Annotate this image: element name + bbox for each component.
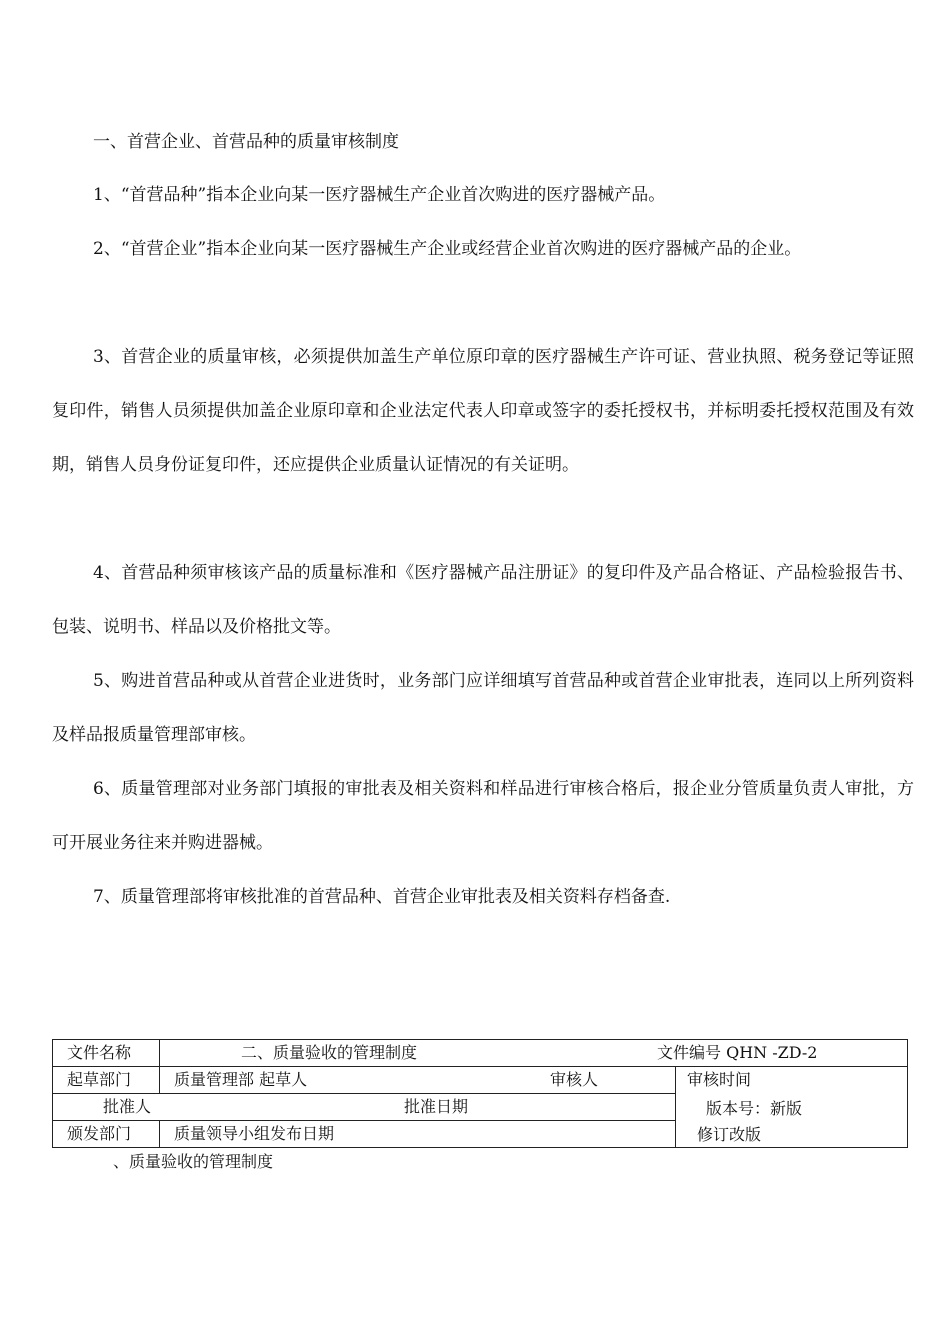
file-name-label: 文件名称 — [67, 1043, 132, 1062]
paragraph-4: 4、首营品种须审核该产品的质量标准和《医疗器械产品注册证》的复印件及产品合格证、产品检验报告书、包装、说明书、样品以及价格批文等。 — [52, 563, 914, 637]
paragraph-6: 6、质量管理部对业务部门填报的审批表及相关资料和样品进行审核合格后，报企业分管质量负责人审批，方可开展业务往来并购进器械。 — [52, 779, 914, 853]
paragraph-1: 1、“首营品种”指本企业向某一医疗器械生产企业首次购进的医疗器械产品。 — [93, 185, 666, 205]
table-rule — [159, 1040, 160, 1066]
table-rule — [675, 1066, 676, 1148]
revision-label: 修订改版 — [697, 1125, 762, 1144]
document-control-table — [52, 1039, 908, 1148]
approve-date-label: 批准日期 — [404, 1097, 469, 1116]
issue-dept-value: 质量领导小组发布日期 — [174, 1124, 335, 1143]
approver-label: 批准人 — [103, 1097, 152, 1116]
file-number: 文件编号 QHN -ZD-2 — [657, 1043, 818, 1062]
paragraph-3: 3、首营企业的质量审核，必须提供加盖生产单位原印章的医疗器械生产许可证、营业执照、税务登记等证照复印件，销售人员须提供加盖企业原印章和企业法定代表人印章或签字的委托授权书，并标明委托授权范围及有效期，销售人员身份证复印件，还应提供企业质量认证情况的有关证明。 — [52, 347, 914, 475]
section-heading: 一、首营企业、首营品种的质量审核制度 — [93, 132, 399, 152]
review-time-label: 审核时间 — [687, 1070, 752, 1089]
reviewer-label: 审核人 — [550, 1070, 599, 1089]
next-section-heading: 、质量验收的管理制度 — [113, 1152, 274, 1171]
table-rule — [53, 1120, 675, 1121]
issue-dept-label: 颁发部门 — [67, 1124, 132, 1143]
version-label: 版本号：新版 — [706, 1099, 803, 1118]
table-rule — [53, 1066, 907, 1067]
table-rule — [159, 1066, 160, 1093]
draft-dept-value: 质量管理部 起草人 — [174, 1070, 308, 1089]
file-name-value: 二、质量验收的管理制度 — [241, 1043, 418, 1062]
table-rule — [159, 1120, 160, 1148]
table-rule — [53, 1093, 675, 1094]
paragraph-7: 7、质量管理部将审核批准的首营品种、首营企业审批表及相关资料存档备查. — [93, 887, 671, 907]
paragraph-5: 5、购进首营品种或从首营企业进货时，业务部门应详细填写首营品种或首营企业审批表，连同以上所列资料及样品报质量管理部审核。 — [52, 671, 914, 745]
draft-dept-label: 起草部门 — [67, 1070, 132, 1089]
paragraph-2: 2、“首营企业”指本企业向某一医疗器械生产企业或经营企业首次购进的医疗器械产品的企业。 — [93, 239, 802, 259]
